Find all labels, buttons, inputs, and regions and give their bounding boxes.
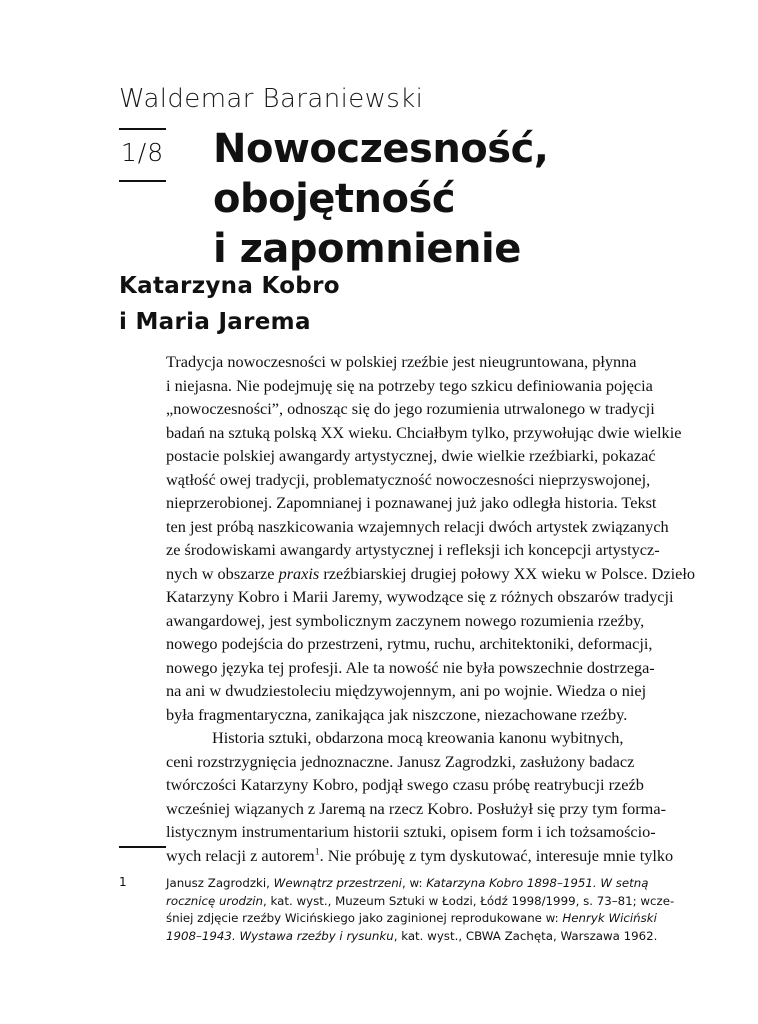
body-line: ceni rozstrzygnięcia jednoznaczne. Janusz Zagrodzki, zasłużony badacz [166, 751, 635, 771]
body-line: awangardowej, jest symbolicznym zaczynem nowego rozumienia rzeźby, [166, 610, 645, 630]
body-line: wątłość owej tradycji, problematyczność nowoczesności nieprzyswojonej, [166, 469, 651, 489]
subtitle-line: Katarzyna Kobro [119, 273, 340, 299]
footnote-line: śniej zdjęcie rzeźby Wicińskiego jako zaginionej reprodukowane w: Henryk Wiciński [166, 911, 657, 925]
body-line: była fragmentaryczna, zanikająca jak niszczone, niezachowane rzeźby. [166, 704, 628, 724]
body-line: ten jest próbą naszkicowania wzajemnych relacji dwóch artystek związanych [166, 516, 669, 536]
body-line: nieprzerobionej. Zapomnianej i poznawanej już jako odległa historia. Tekst [166, 493, 657, 512]
body-line: Katarzyny Kobro i Marii Jaremy, wywodzące się z różnych obszarów tradycji [166, 587, 674, 606]
body-line: nych w obszarze praxis rzeźbiarskiej drugiej połowy XX wieku w Polsce. Dzieło [166, 563, 695, 583]
footnote-line: Janusz Zagrodzki, Wewnątrz przestrzeni, w: Katarzyna Kobro 1898–1951. W setną [166, 876, 649, 890]
body-line: wych relacji z autorem$^1$. Nie próbuję z tym dyskutować, interesuje mnie tylko [166, 845, 674, 865]
body-line: nowego języka tej profesji. Ale ta nowość nie była powszechnie dostrzega- [166, 657, 655, 677]
title-line: Nowoczesność, [213, 126, 549, 172]
italic-term: praxis [278, 563, 320, 583]
title-line: obojętność [213, 176, 456, 222]
body-line: ze środowiskami awangardy artystycznej i refleksji ich koncepcji artystycz- [166, 540, 660, 559]
chapter-rule-top [119, 128, 166, 130]
body-line: Tradycja nowoczesności w polskiej rzeźbie jest nieugruntowana, płynna [166, 352, 637, 371]
footnote-line: 1908–1943. Wystawa rzeźby i rysunku, kat. wyst., CBWA Zachęta, Warszawa 1962. [166, 928, 658, 943]
chapter-title [213, 124, 549, 274]
chapter-subtitle [119, 268, 340, 340]
footnote-number: 1 [119, 875, 127, 889]
title-line: i zapomnienie [213, 226, 521, 272]
body-line: postacie polskiej awangardy artystycznej, dwie wielkie rzeźbiarki, pokazać [166, 446, 656, 465]
chapter-rule-bottom [119, 180, 166, 182]
chapter-number-block [119, 128, 166, 182]
body-line: Historia sztuki, obdarzona mocą kreowania kanonu wybitnych, [212, 728, 624, 747]
footnote-divider [119, 846, 166, 848]
body-line: wcześniej wiązanych z Jaremą na rzecz Kobro. Posłużył się przy tym forma- [166, 798, 666, 818]
footnote-reference[interactable]: 1 [314, 846, 320, 858]
body-line: i niejasna. Nie podejmuję się na potrzeby tego szkicu definiowania pojęcia [166, 375, 653, 395]
body-text [166, 350, 706, 867]
body-line: nowego podejścia do przestrzeni, rytmu, ruchu, architektoniki, deformacji, [166, 634, 653, 653]
footnote-line: rocznicę urodzin, kat. wyst., Muzeum Sztuki w Łodzi, Łódź 1998/1999, s. 73–81; wcze- [166, 893, 675, 908]
body-line: badań na sztuką polską XX wieku. Chciałbym tylko, przywołując dwie wielkie [166, 422, 682, 442]
body-line: listycznym instrumentarium historii sztuki, opisem form i ich tożsamościo- [166, 822, 656, 841]
body-line: na ani w dwudziestoleciu międzywojennym, ani po wojnie. Wiedza o niej [166, 681, 647, 700]
body-line: twórczości Katarzyny Kobro, podjął swego czasu próbę reatrybucji rzeźb [166, 775, 644, 794]
footnote-text [166, 875, 686, 945]
subtitle-line: i Maria Jarema [119, 309, 311, 335]
body-line: „nowoczesności”, odnosząc się do jego rozumienia utrwalonego w tradycji [166, 399, 655, 418]
chapter-number: 1/8 [120, 138, 165, 167]
author-name: Waldemar Baraniewski [119, 84, 424, 114]
